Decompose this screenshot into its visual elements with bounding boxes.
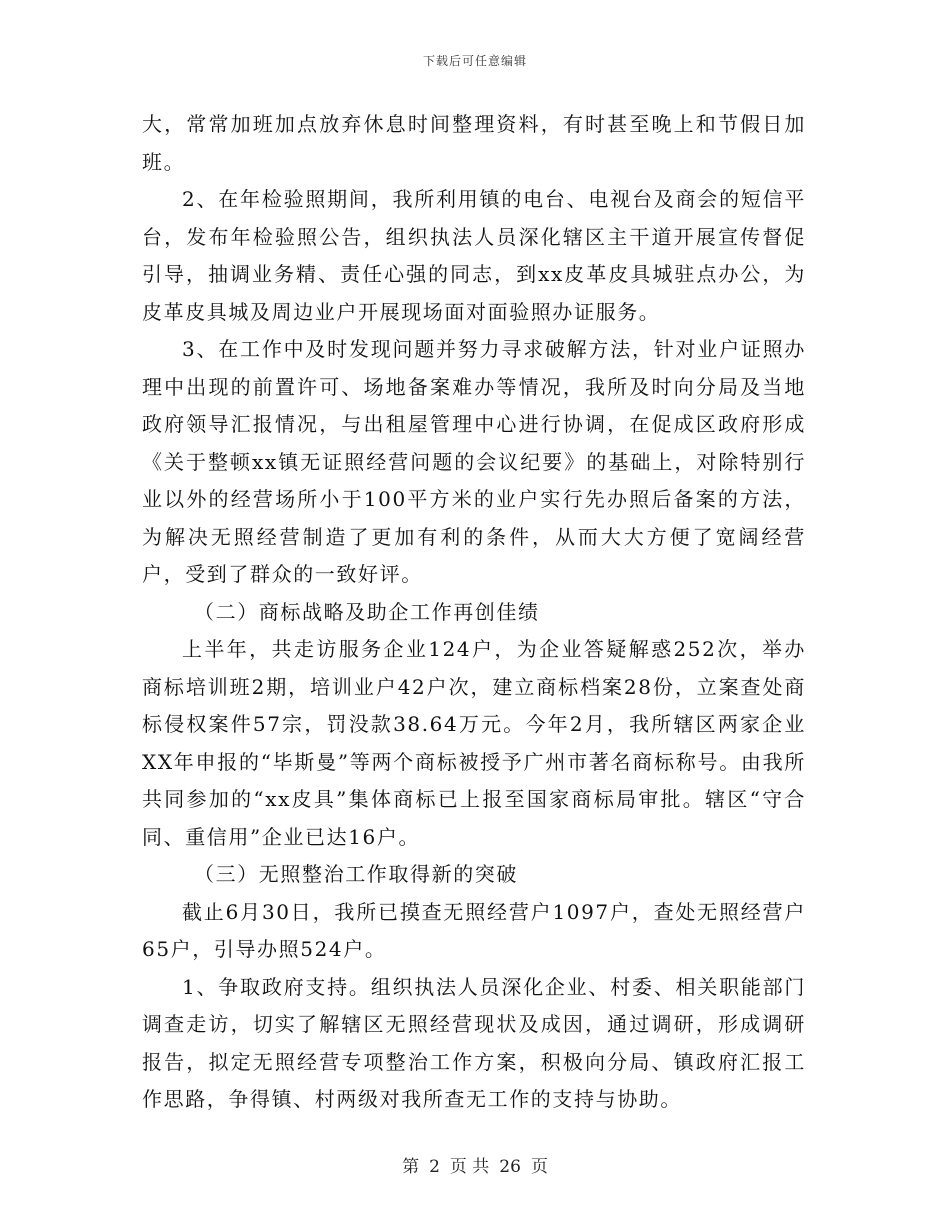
- page-header: 下载后可任意编辑: [422, 54, 527, 68]
- footer-total-pages: 26: [499, 1157, 521, 1177]
- footer-suffix: 页: [530, 1157, 548, 1177]
- document-body: [142, 106, 806, 1119]
- page-footer: [0, 1152, 950, 1177]
- footer-middle: 页 共: [449, 1157, 490, 1177]
- paragraph-2: 2、在年检验照期间，我所利用镇的电台、电视台及商会的短信平台，发布年检验照公告，组织执法人员深化辖区主干道开展宣传督促引导，抽调业务精、责任心强的同志，到xx皮革皮具城驻点办公，为皮革皮具城及周边业户开展现场面对面验照办证服务。: [142, 187, 806, 324]
- paragraph-1: 大，常常加班加点放弃休息时间整理资料，有时甚至晚上和节假日加班。: [142, 112, 806, 174]
- paragraph-3: 3、在工作中及时发现问题并努力寻求破解方法，针对业户证照办理中出现的前置许可、场地备案难办等情况，我所及时向分局及当地政府领导汇报情况，与出租屋管理中心进行协调，在促成区政府形成《关于整顿xx镇无证照经营问题的会议纪要》的基础上，对除特别行业以外的经营场所小于100平方米的业户实行先办照后备案的方法，为解决无照经营制造了更加有利的条件，从而大大方便了宽阔经营户，受到了群众的一致好评。: [142, 337, 806, 586]
- section-heading-2: （二）商标战略及助企工作再创佳绩: [194, 599, 540, 624]
- footer-page-number: 2: [429, 1157, 440, 1177]
- paragraph-4: 上半年，共走访服务企业124户，为企业答疑解惑252次，举办商标培训班2期，培训业户42户次，建立商标档案28份，立案查处商标侵权案件57宗，罚没款38.64万元。今年2月，我所辖区两家企业XX年申报的“毕斯曼”等两个商标被授予广州市著名商标称号。由我所共同参加的“xx皮具”集体商标已上报至国家商标局审批。辖区“守合同、重信用”企业已达16户。: [142, 637, 806, 849]
- section-heading-3: （三）无照整治工作取得新的突破: [194, 862, 518, 886]
- paragraph-5: 截止6月30日，我所已摸查无照经营户1097户，查处无照经营户65户，引导办照524户。: [142, 899, 806, 961]
- footer-prefix: 第: [402, 1157, 420, 1177]
- paragraph-6: 1、争取政府支持。组织执法人员深化企业、村委、相关职能部门调查走访，切实了解辖区无照经营现状及成因，通过调研，形成调研报告，拟定无照经营专项整治工作方案，积极向分局、镇政府汇报工作思路，争得镇、村两级对我所查无工作的支持与协助。: [142, 974, 806, 1111]
